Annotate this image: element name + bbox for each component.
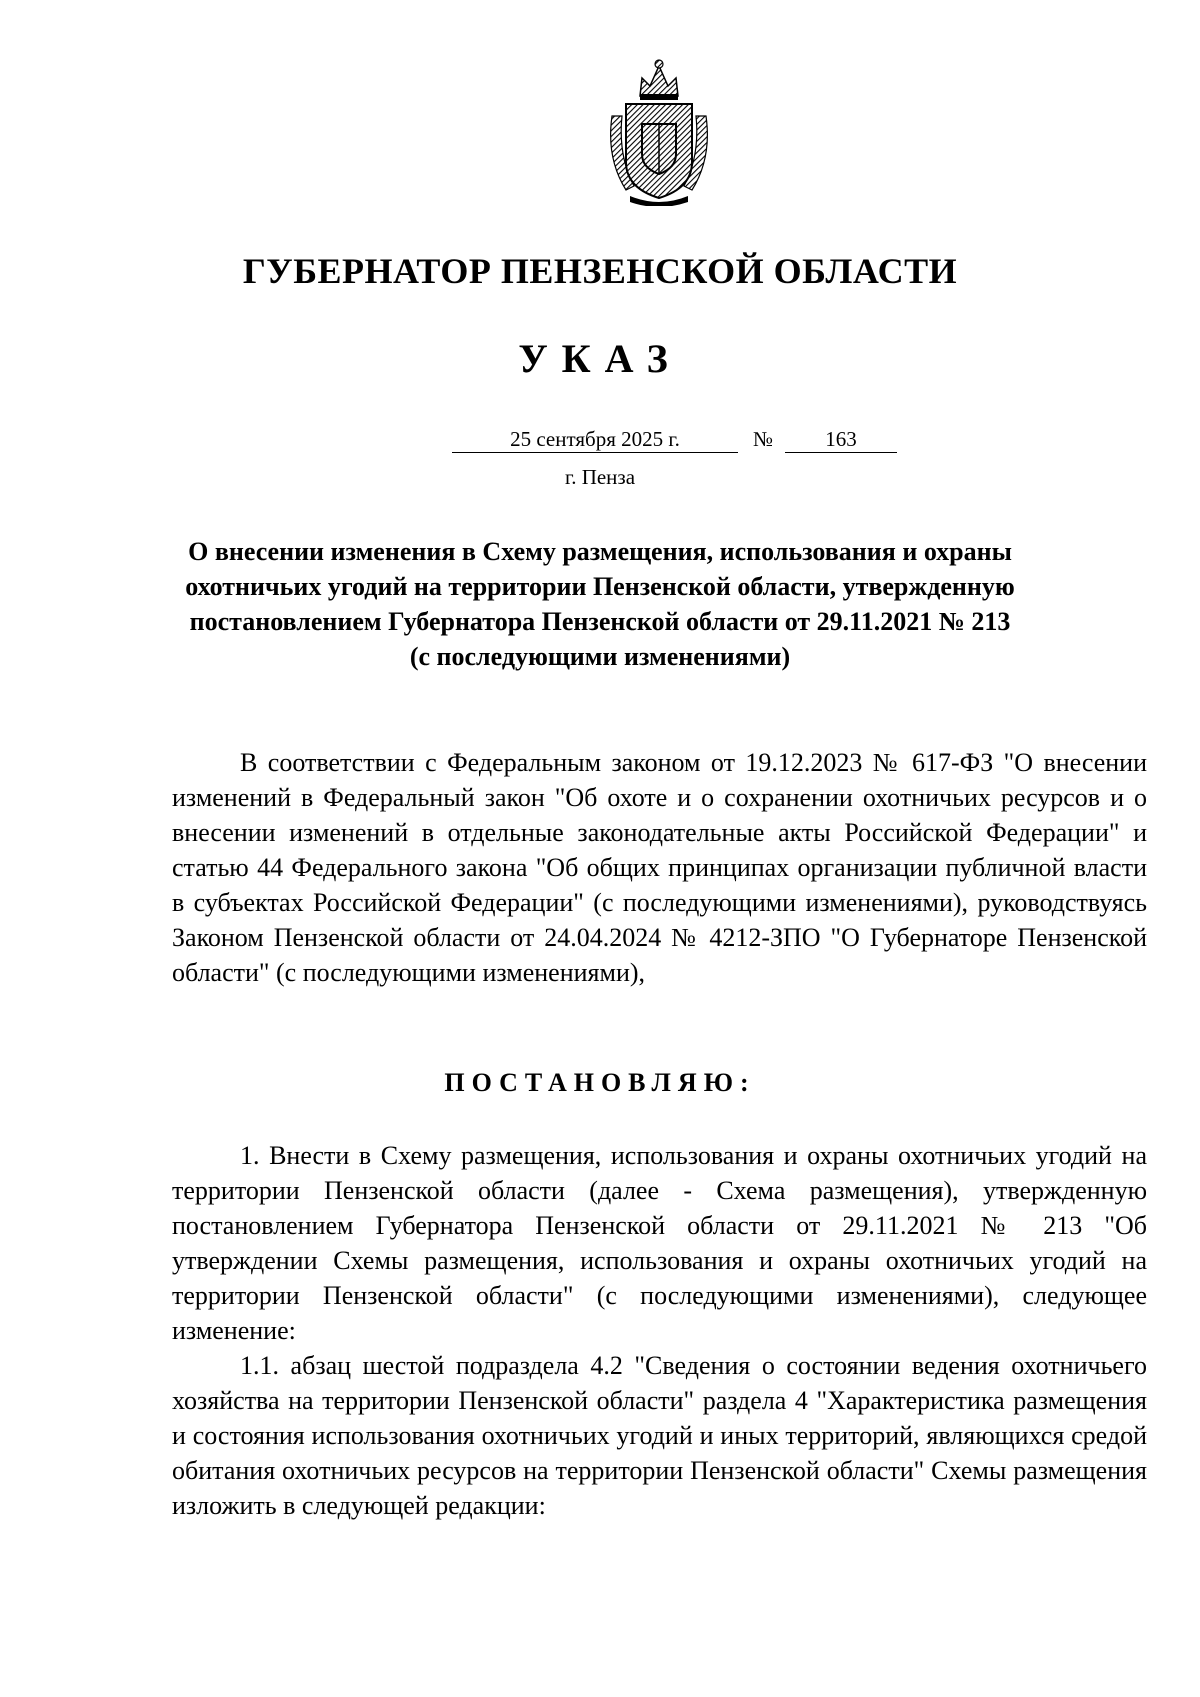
document-number: 163 (785, 426, 897, 453)
issuing-authority: ГУБЕРНАТОР ПЕНЗЕНСКОЙ ОБЛАСТИ (242, 251, 958, 291)
decree-item: 1. Внести в Схему размещения, использования и охраны охотничьих угодий на территории Пензенской области (далее - Схема размещения), утвержденную постановлением Губернатора Пензенской области от 29.11.2021 № 213 "Об утверждении Схемы размещения, использования и охраны охотничьих угодий на территории Пензенской области" (с последующими изменениями), следующее изменение: (172, 1141, 1147, 1345)
title-line: О внесении изменения в Схему размещения, использования и охраны (188, 537, 1012, 566)
title-line: охотничьих угодий на территории Пензенской области, утвержденную (185, 572, 1015, 601)
number-sign: № (752, 427, 774, 451)
coat-of-arms-icon (604, 58, 714, 206)
preamble-paragraph: В соответствии с Федеральным законом от 19.12.2023 № 617-ФЗ "О внесении изменений в Федеральный закон "Об охоте и о сохранении охотничьих ресурсов и о внесении изменений в отдельные законодательные акты Российской Федерации" и статью 44 Федерального закона "Об общих принципах организации публичной власти в субъектах Российской Федерации" (с последующими изменениями), руководствуясь Законом Пензенской области от 24.04.2024 № 4212-ЗПО "О Губернаторе Пензенской области" (с последующими изменениями), (172, 748, 1147, 987)
decree-items (172, 1138, 1147, 1523)
decree-item: 1.1. абзац шестой подраздела 4.2 "Сведения о состоянии ведения охотничьего хозяйства на территории Пензенской области" раздела 4 "Характеристика размещения и состояния использования охотничьих угодий и иных территорий, являющихся средой обитания охотничьих ресурсов на территории Пензенской области" Схемы размещения изложить в следующей редакции: (172, 1351, 1147, 1520)
title-line: (с последующими изменениями) (409, 642, 791, 671)
document-city: г. Пенза (564, 465, 636, 489)
preamble (172, 745, 1147, 990)
document-type: УКАЗ (518, 336, 682, 381)
document-title (160, 534, 1040, 674)
document-date: 25 сентября 2025 г. (452, 426, 738, 453)
decree-word: ПОСТАНОВЛЯЮ: (444, 1068, 756, 1097)
title-line: постановлением Губернатора Пензенской области от 29.11.2021 № 213 (189, 607, 1011, 636)
